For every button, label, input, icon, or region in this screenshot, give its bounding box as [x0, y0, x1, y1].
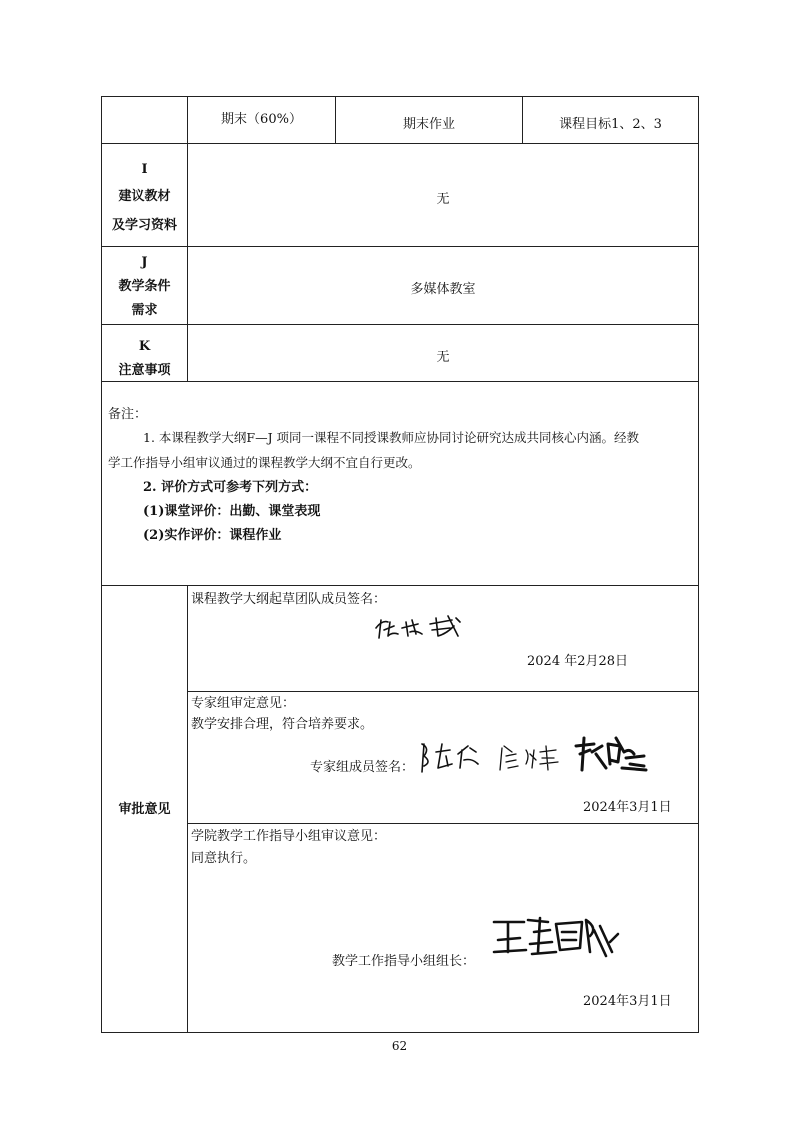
- expert-date: 2024年3月1日: [583, 800, 672, 815]
- expert-heading: 专家组审定意见：: [191, 696, 296, 711]
- row-divider: [101, 381, 699, 382]
- section-j-value: 多媒体教室: [410, 282, 476, 297]
- section-j-title-line2: 需求: [131, 303, 158, 318]
- row-divider: [187, 823, 699, 824]
- college-heading: 学院教学工作指导小组审议意见：: [191, 829, 387, 844]
- college-date: 2024年3月1日: [583, 994, 672, 1009]
- assessment-content: 期末作业: [402, 117, 455, 132]
- assessment-target: 课程目标1、2、3: [559, 117, 662, 132]
- section-i-title-line2: 及学习资料: [111, 218, 177, 233]
- row-divider: [101, 246, 699, 247]
- row-divider: [101, 324, 699, 325]
- section-k-value: 无: [436, 350, 450, 365]
- notes-line5: (2)实作评价：课程作业: [143, 528, 282, 543]
- column-divider: [187, 585, 188, 1033]
- column-divider: [187, 96, 188, 382]
- expert-opinion: 教学安排合理，符合培养要求。: [191, 717, 374, 732]
- college-signature: [490, 912, 620, 962]
- approval-label: 审批意见: [118, 802, 171, 817]
- table-border-bottom: [101, 1032, 699, 1033]
- notes-heading: 备注：: [108, 407, 148, 422]
- notes-line3: 2. 评价方式可参考下列方式：: [143, 480, 318, 495]
- college-sign-label: 教学工作指导小组组长：: [332, 954, 476, 969]
- expert-sign-label: 专家组成员签名：: [310, 760, 415, 775]
- section-i-value: 无: [436, 192, 450, 207]
- expert-signature-1: [418, 738, 482, 774]
- drafting-signature: [372, 612, 472, 642]
- notes-line2: 学工作指导小组审议通过的课程教学大纲不宜自行更改。: [108, 455, 421, 470]
- table-border-top: [101, 96, 699, 97]
- section-j-letter: J: [141, 255, 148, 270]
- row-divider: [187, 691, 699, 692]
- table-border-left: [101, 96, 102, 1033]
- section-k-letter: K: [138, 339, 151, 354]
- expert-signature-3: [572, 734, 648, 774]
- row-divider: [101, 585, 699, 586]
- table-border-right: [698, 96, 699, 1033]
- drafting-date: 2024 年2月28日: [527, 654, 629, 669]
- section-i-title-line1: 建议教材: [118, 189, 171, 204]
- row-divider: [101, 143, 699, 144]
- expert-signature-2: [496, 742, 560, 772]
- section-i-letter: I: [141, 162, 148, 177]
- notes-line4: (1)课堂评价：出勤、课堂表现: [143, 504, 321, 519]
- college-opinion: 同意执行。: [191, 851, 257, 866]
- assessment-type: 期末（60%）: [221, 112, 302, 127]
- page-number: 62: [391, 1039, 408, 1053]
- section-k-title: 注意事项: [118, 363, 171, 378]
- section-j-title-line1: 教学条件: [118, 279, 171, 294]
- drafting-heading: 课程教学大纲起草团队成员签名：: [191, 592, 387, 607]
- notes-line1: 1. 本课程教学大纲F—J 项同一课程不同授课教师应协同讨论研究达成共同核心内涵。经教: [143, 430, 640, 445]
